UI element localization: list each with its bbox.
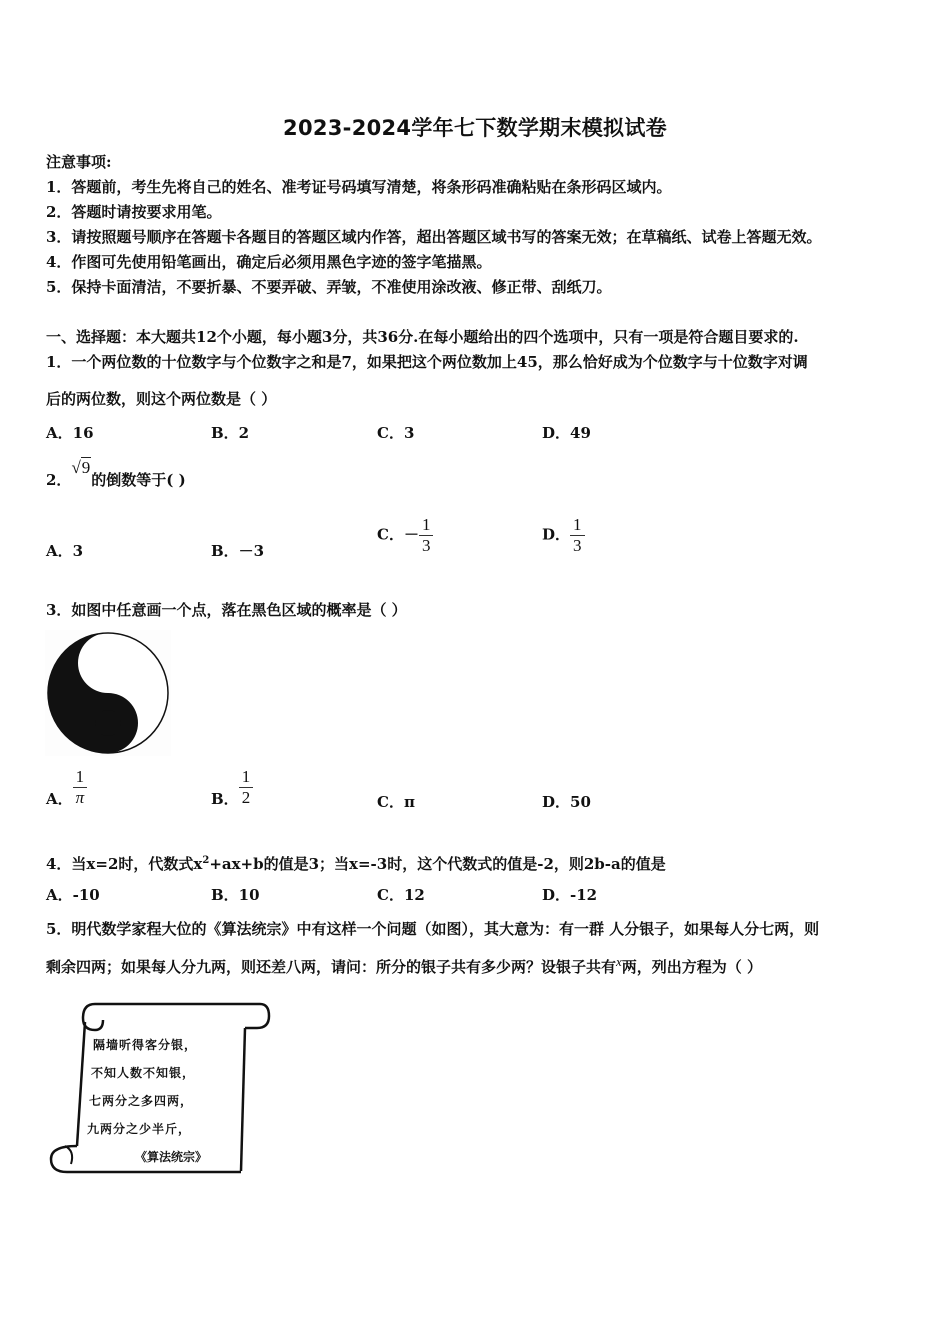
q3-option-b[interactable] bbox=[211, 768, 253, 807]
fraction bbox=[239, 768, 254, 807]
sqrt-expression: √9 bbox=[71, 458, 91, 477]
fraction-denominator: 3 bbox=[570, 535, 585, 555]
fraction-numerator: 1 bbox=[75, 767, 85, 786]
q3-option-c[interactable]: C．π bbox=[377, 793, 415, 811]
q4-exponent: 2 bbox=[202, 855, 210, 866]
q4-option-b[interactable]: B．10 bbox=[211, 886, 260, 904]
q3-option-a-label: A． bbox=[46, 789, 73, 808]
scroll-line: 不知人数不知银， bbox=[91, 1066, 196, 1080]
yin-yang-figure bbox=[45, 630, 171, 756]
q2-number: 2． bbox=[46, 471, 72, 489]
notice-item: 3．请按照题号顺序在答题卡各题目的答题区域内作答，超出答题区域书写的答案无效；在草稿纸、试卷上答题无效。 bbox=[46, 228, 822, 246]
page-title: 2023-2024学年七下数学期末模拟试卷 bbox=[283, 116, 667, 140]
q5-stem-line2-b: 两，列出方程为（ ） bbox=[621, 958, 763, 976]
q1-option-d[interactable]: D．49 bbox=[542, 424, 591, 442]
fraction bbox=[570, 516, 585, 555]
q4-option-a[interactable]: A．-10 bbox=[46, 886, 100, 904]
notice-item: 5．保持卡面清洁，不要折暴、不要弄破、弄皱，不准使用涂改液、修正带、刮纸刀。 bbox=[46, 278, 612, 296]
scroll-line: 隔墙听得客分银， bbox=[93, 1038, 198, 1052]
q1-option-b[interactable]: B．2 bbox=[211, 424, 250, 442]
fraction-denominator: π bbox=[73, 787, 88, 807]
notice-heading: 注意事项: bbox=[46, 153, 112, 171]
notice-item: 2．答题时请按要求用笔。 bbox=[46, 203, 222, 221]
q2-suffix: 的倒数等于( ) bbox=[91, 471, 186, 489]
q4-option-d[interactable]: D．-12 bbox=[542, 886, 598, 904]
scroll-line: 七两分之多四两， bbox=[89, 1094, 194, 1108]
fraction bbox=[419, 516, 434, 555]
fraction-denominator: 2 bbox=[239, 787, 254, 807]
fraction-numerator: 1 bbox=[573, 515, 582, 534]
q2-stem bbox=[46, 458, 186, 489]
notice-item: 1．答题前，考生先将自己的姓名、准考证号码填写清楚，将条形码准确粘贴在条形码区域内。 bbox=[46, 178, 672, 196]
q4-stem-part1: 4．当x=2时，代数式x bbox=[46, 855, 203, 873]
q3-option-a[interactable] bbox=[46, 768, 87, 807]
q4-stem-part2: +ax+b的值是3；当x=-3时，这个代数式的值是-2，则2b-a的值是 bbox=[209, 855, 666, 873]
fraction-denominator: 3 bbox=[419, 535, 434, 555]
scroll-source: 《算法统宗》 bbox=[135, 1150, 208, 1164]
q4-stem bbox=[46, 852, 666, 873]
sqrt-radicand: 9 bbox=[81, 458, 91, 477]
variable-x: x bbox=[616, 954, 622, 969]
q3-option-b-label: B． bbox=[211, 789, 239, 808]
q2-option-a[interactable]: A．3 bbox=[46, 542, 84, 560]
q2-option-c-label: C．－ bbox=[377, 525, 419, 544]
q2-option-c[interactable] bbox=[377, 516, 433, 555]
q1-option-a[interactable]: A．16 bbox=[46, 424, 94, 442]
q5-stem-line2 bbox=[46, 954, 763, 977]
q3-stem: 3．如图中任意画一个点，落在黑色区域的概率是（ ） bbox=[46, 601, 407, 619]
q1-option-c[interactable]: C．3 bbox=[377, 424, 415, 442]
fraction bbox=[73, 768, 88, 807]
q1-stem-line1: 1．一个两位数的十位数字与个位数字之和是7，如果把这个两位数加上45，那么恰好成为个位数字与十位数字对调 bbox=[46, 353, 808, 371]
q2-option-d[interactable] bbox=[542, 516, 585, 555]
q5-stem-line1: 5．明代数学家程大位的《算法统宗》中有这样一个问题（如图），其大意为：有一群 人分银子，如果每人分七两，则 bbox=[46, 920, 820, 938]
q2-option-d-label: D． bbox=[542, 525, 571, 544]
scroll-line: 九两分之少半斤， bbox=[87, 1122, 192, 1136]
scroll-figure bbox=[45, 996, 271, 1180]
q2-option-b[interactable]: B．－3 bbox=[211, 542, 265, 560]
q3-option-d[interactable]: D．50 bbox=[542, 793, 591, 811]
q4-option-c[interactable]: C．12 bbox=[377, 886, 425, 904]
q5-stem-line2-a: 剩余四两；如果每人分九两，则还差八两，请问：所分的银子共有多少两？设银子共有 bbox=[46, 958, 617, 976]
notice-item: 4．作图可先使用铅笔画出，确定后必须用黑色字迹的签字笔描黑。 bbox=[46, 253, 492, 271]
fraction-numerator: 1 bbox=[241, 767, 251, 786]
q1-stem-line2: 后的两位数，则这个两位数是（ ） bbox=[46, 390, 277, 408]
fraction-numerator: 1 bbox=[421, 515, 431, 534]
section-heading: 一、选择题：本大题共12个小题，每小题3分，共36分.在每小题给出的四个选项中，只有一项是符合题目要求的. bbox=[46, 328, 799, 346]
